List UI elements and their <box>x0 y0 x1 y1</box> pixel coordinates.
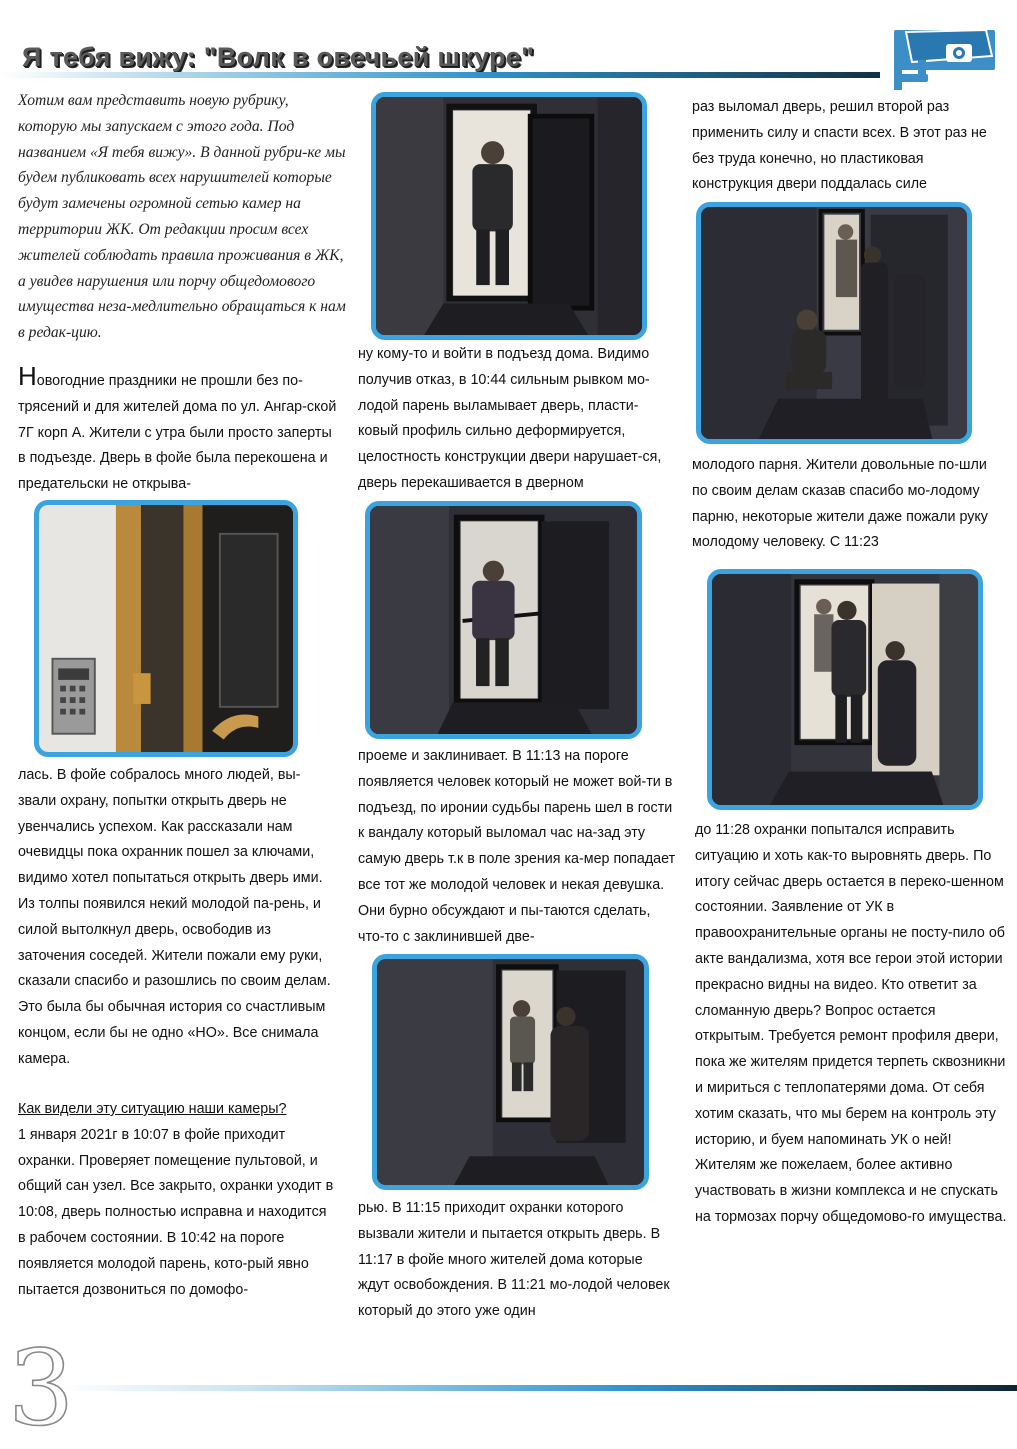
subheading-cameras: Как видели эту ситуацию наши камеры? <box>18 1101 287 1117</box>
column1-text-part1 <box>18 361 338 498</box>
column1-part3-body: 1 января 2021г в 10:07 в фойе приходит охранки. Проверяет помещение пультовой, и общий сан узел. Все закрыто, охранки уходит в 10:08, дверь полностью исправна и находится в рабочем состоянии. В 10:42 на пороге появляется молодой парень, кото-рый явно пытается дозвониться по домофо- <box>18 1126 334 1298</box>
page-number: 3 <box>8 1327 73 1449</box>
cctv-camera-icon <box>892 26 997 92</box>
title-underline <box>0 72 880 78</box>
column3-text-part3: до 11:28 охранки попытался исправить ситуацию и хоть как-то выровнять дверь. По итогу сейчас дверь остается в переко-шенном состоянии. Заявление от УК в правоохранительные органы не посту-пило об акте вандализма, хотя все герои этой истории прекрасно видны на видео. Кто ответит за сломанную дверь? Вопрос остается открытым. Требуется ремонт профиля двери, пока же жителям придется терпеть сквозникни и мириться с теплопатерями дома. От себя хотим сказать, что мы берем на контроль эту историю, и буем напоминать УК о ней! Жителям же пожелаем, более активно участвовать в жизни комплекса и не спускать на тормозах порчу общедомово-го имущества. <box>695 822 1007 1225</box>
column1-text-part2: лась. В фойе собралось много людей, вы-звали охрану, попытки открыть дверь не увенчались успехом. Как рассказали нам очевидцы пока охранник пошел за ключами, видимо хотел попытаться открыть дверь ими. Из толпы появился некий молодой па-рень, и силой вытолкнул дверь, освободив из заточения соседей. Жители пожали ему руки, сказали спасибо и разошлись по своим делам. Это была бы обычная история со счастливым концом, если бы не одно «НО». Все снимала камера. <box>18 767 331 1067</box>
column1-text-part3 <box>18 1097 338 1303</box>
photo-residents-waiting <box>696 202 972 444</box>
column3-text-part2: молодого парня. Жители довольные по-шли по своим делам сказав спасибо мо-лодому парню, некоторые жители даже пожали руку молодому человеку. С 11:23 <box>692 457 988 551</box>
intro-paragraph: Хотим вам представить новую рубрику, которую мы запускаем с этого года. Под названием «Я тебя вижу». В данной рубри-ке мы будем публиковать всех нарушителей которые будут замечены огромной сетью камер на территории ЖК. От редакции просим всех жителей соблюдать правила проживания в ЖК, а увидев нарушения или порчу общедомового имущества неза-медлительно обращаться к нам в редак-цию. <box>18 92 346 342</box>
photo-guard-fixing-door <box>707 569 983 810</box>
column2-text-part2: проеме и заклинивает. В 11:13 на пороге появляется человек который не может вой-ти в подъезд, по иронии судьбы парень шел в гости к вандалу который выломал час на-зад эту самую дверь т.к в поле зрения ка-мер попадает все тот же молодой человек и некая девушка. Они бурно обсуждают и пы-таются сделать, что-то с заклинившей две- <box>358 748 676 945</box>
photo-man-at-door <box>371 92 647 340</box>
column1-part1-body: овогодние праздники не прошли без по-трясений и для жителей дома по ул. Ангар-ской 7Г корп А. Жители с утра были просто заперты в подъезде. Дверь в фойе была перекошена и предательски не открыва- <box>18 373 337 493</box>
drop-cap: Н <box>18 361 37 391</box>
photo-intercom-door <box>34 500 298 757</box>
column3-text-part1: раз выломал дверь, решил второй раз применить силу и спасти всех. В этот раз не без труда конечно, но пластиковая конструкция двери поддалась силе <box>692 99 987 193</box>
photo-couple-at-door <box>372 954 649 1190</box>
photo-breaking-door <box>365 501 642 739</box>
article-title: Я тебя вижу: "Волк в овечьей шкуре" <box>22 42 535 72</box>
column2-text-part1: ну кому-то и войти в подъезд дома. Видимо получив отказ, в 10:44 сильным рывком мо-лодой парень выламывает дверь, пласти-ковый профиль сильно деформируется, целостность конструкции двери нарушает-ся, дверь перекашивается в дверном <box>358 346 662 491</box>
footer-line <box>60 1385 1017 1391</box>
column2-text-part3: рью. В 11:15 приходит охранки которого вызвали жители и пытается открыть дверь. В 11:17 в фойе много жителей дома которые ждут освобождения. В 11:21 мо-лодой человек который до этого уже один <box>358 1200 670 1320</box>
